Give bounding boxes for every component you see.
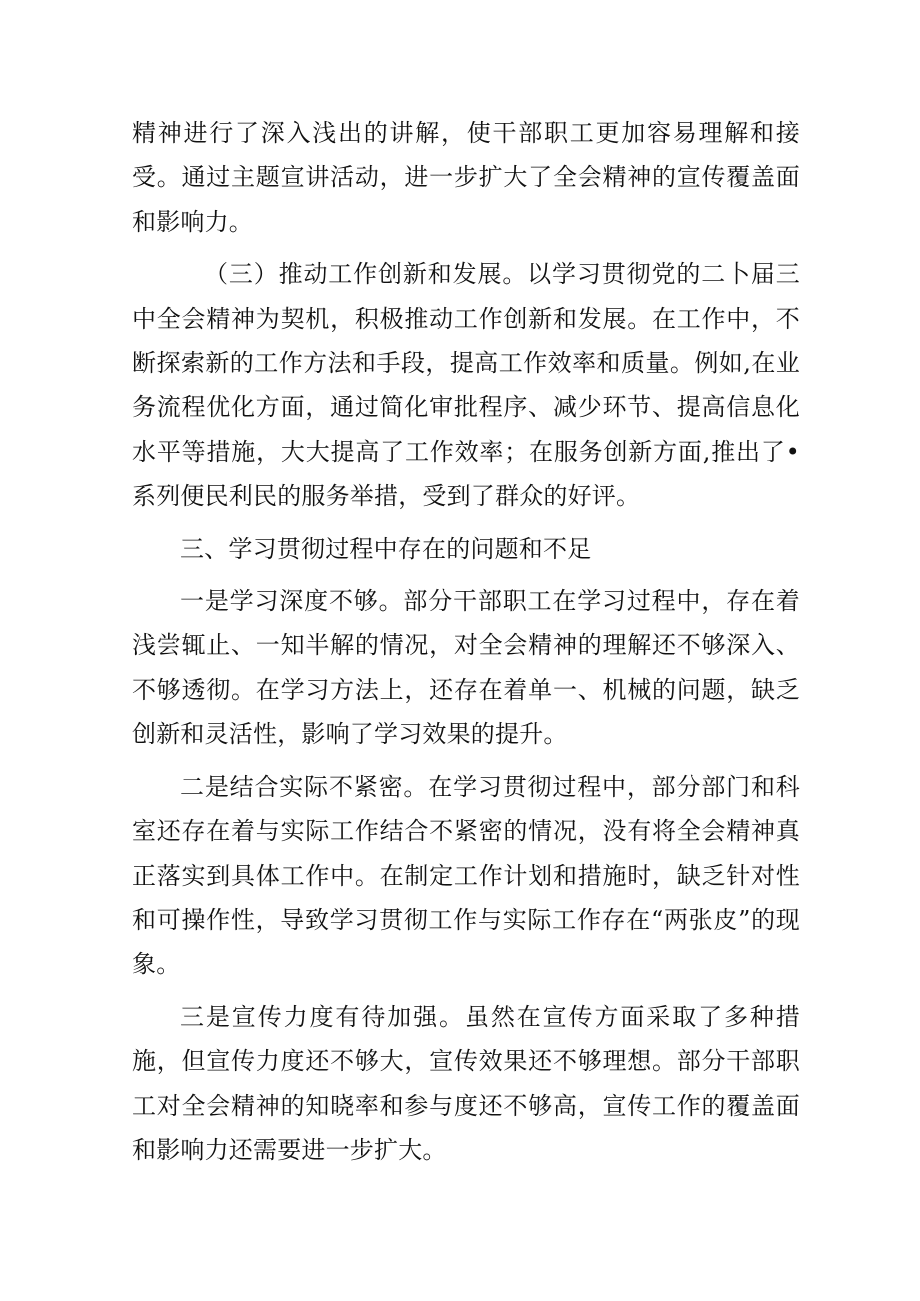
paragraph-section-three-sub: （三）推动工作创新和发展。以学习贯彻党的二卜届三中全会精神为契机，积极推动工作创新和发展。在工作中，不断探索新的工作方法和手段，提高工作效率和质量。例如,在业务流程优化方面，通过简化审批程序、减少环节、提高信息化水平等措施，大大提高了工作效率；在服务创新方面,推出了•系列便民利民的服务举措，受到了群众的好评。 [132,260,800,511]
section-heading-problems: 三、学习贯彻过程中存在的问题和不足 [180,534,592,563]
paragraph-problem-two: 二是结合实际不紧密。在学习贯彻过程中，部分部门和科室还存在着与实际工作结合不紧密的情况，没有将全会精神真正落实到具体工作中。在制定工作计划和措施时，缺乏针对性和可操作性，导致学习贯彻工作与实际工作存在“两张皮”的现象。 [132,772,800,979]
paragraph-problem-one: 一是学习深度不够。部分干部职工在学习过程中，存在着浅尝辄止、一知半解的情况，对全会精神的理解还不够深入、不够透彻。在学习方法上，还存在着单一、机械的问题，缺乏创新和灵活性，影响了学习效果的提升。 [132,587,800,749]
paragraph-continuation: 精神进行了深入浅出的讲解，使干部职工更加容易理解和接受。通过主题宣讲活动，进一步扩大了全会精神的宣传覆盖面和影响力。 [132,119,800,236]
document-body [132,111,800,1172]
paragraph-problem-three: 三是宣传力度有待加强。虽然在宣传方面采取了多种措施，但宣传力度还不够大，宣传效果还不够理想。部分干部职工对全会精神的知晓率和参与度还不够高，宣传工作的覆盖面和影响力还需要进一步扩大。 [132,1002,800,1164]
